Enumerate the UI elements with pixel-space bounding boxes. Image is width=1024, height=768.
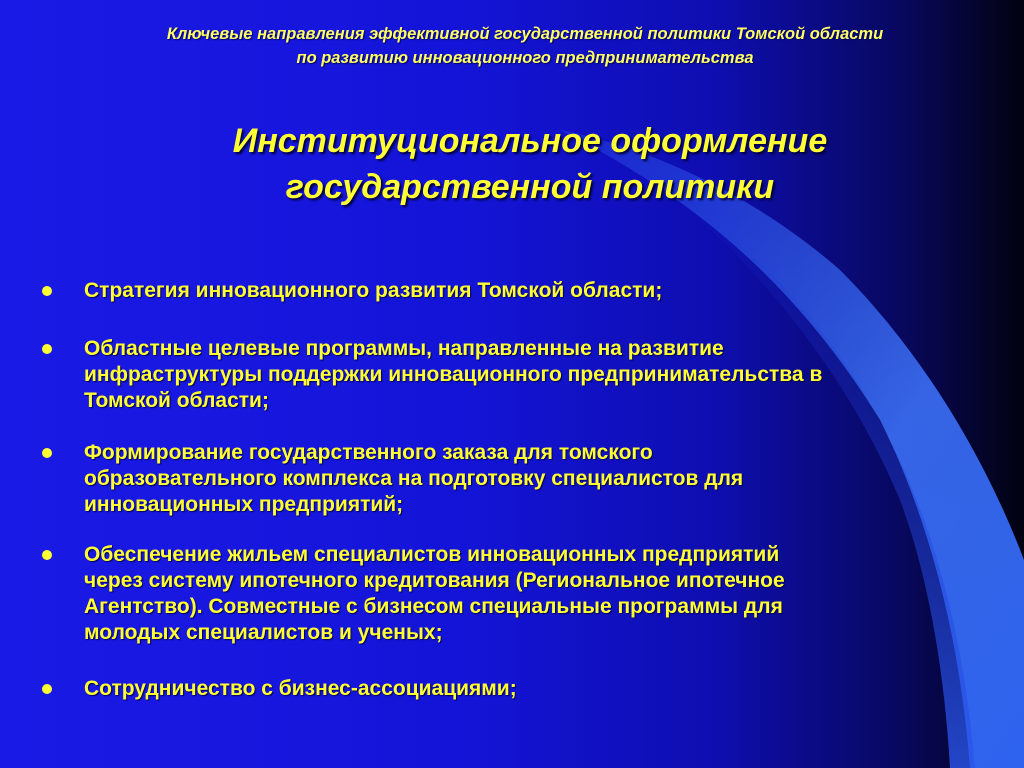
title-line-1: Институциональное оформление (232, 122, 828, 160)
bullet-text: Обеспечение жильем специалистов инновационных предприятий через систему ипотечного кредитования (Региональное ипотечное Агентство). Совместные с бизнесом специальные программы для молодых специалистов и ученых; (84, 543, 785, 644)
bullet-dot-icon (42, 684, 52, 694)
slide-title (0, 118, 1024, 210)
bullet-dot-icon (42, 448, 52, 458)
title-line-2: государственной политики (285, 168, 775, 206)
header-line-2: по развитию инновационного предпринимательства (296, 49, 754, 67)
bullet-text: Формирование государственного заказа для томского образовательного комплекса на подготовку специалистов для инновационных предприятий; (84, 441, 744, 516)
bullet-text: Областные целевые программы, направленные на развитие инфраструктуры поддержки инновационного предпринимательства в Томской области; (84, 337, 823, 412)
bullet-dot-icon (42, 286, 52, 296)
bullet-dot-icon (42, 550, 52, 560)
bullet-text: Сотрудничество с бизнес-ассоциациями; (84, 677, 517, 700)
bullet-text: Стратегия инновационного развития Томской области; (84, 279, 663, 302)
header-line-1: Ключевые направления эффективной государственной политики Томской области (166, 25, 884, 43)
slide-header (0, 22, 1024, 70)
bullet-dot-icon (42, 344, 52, 354)
